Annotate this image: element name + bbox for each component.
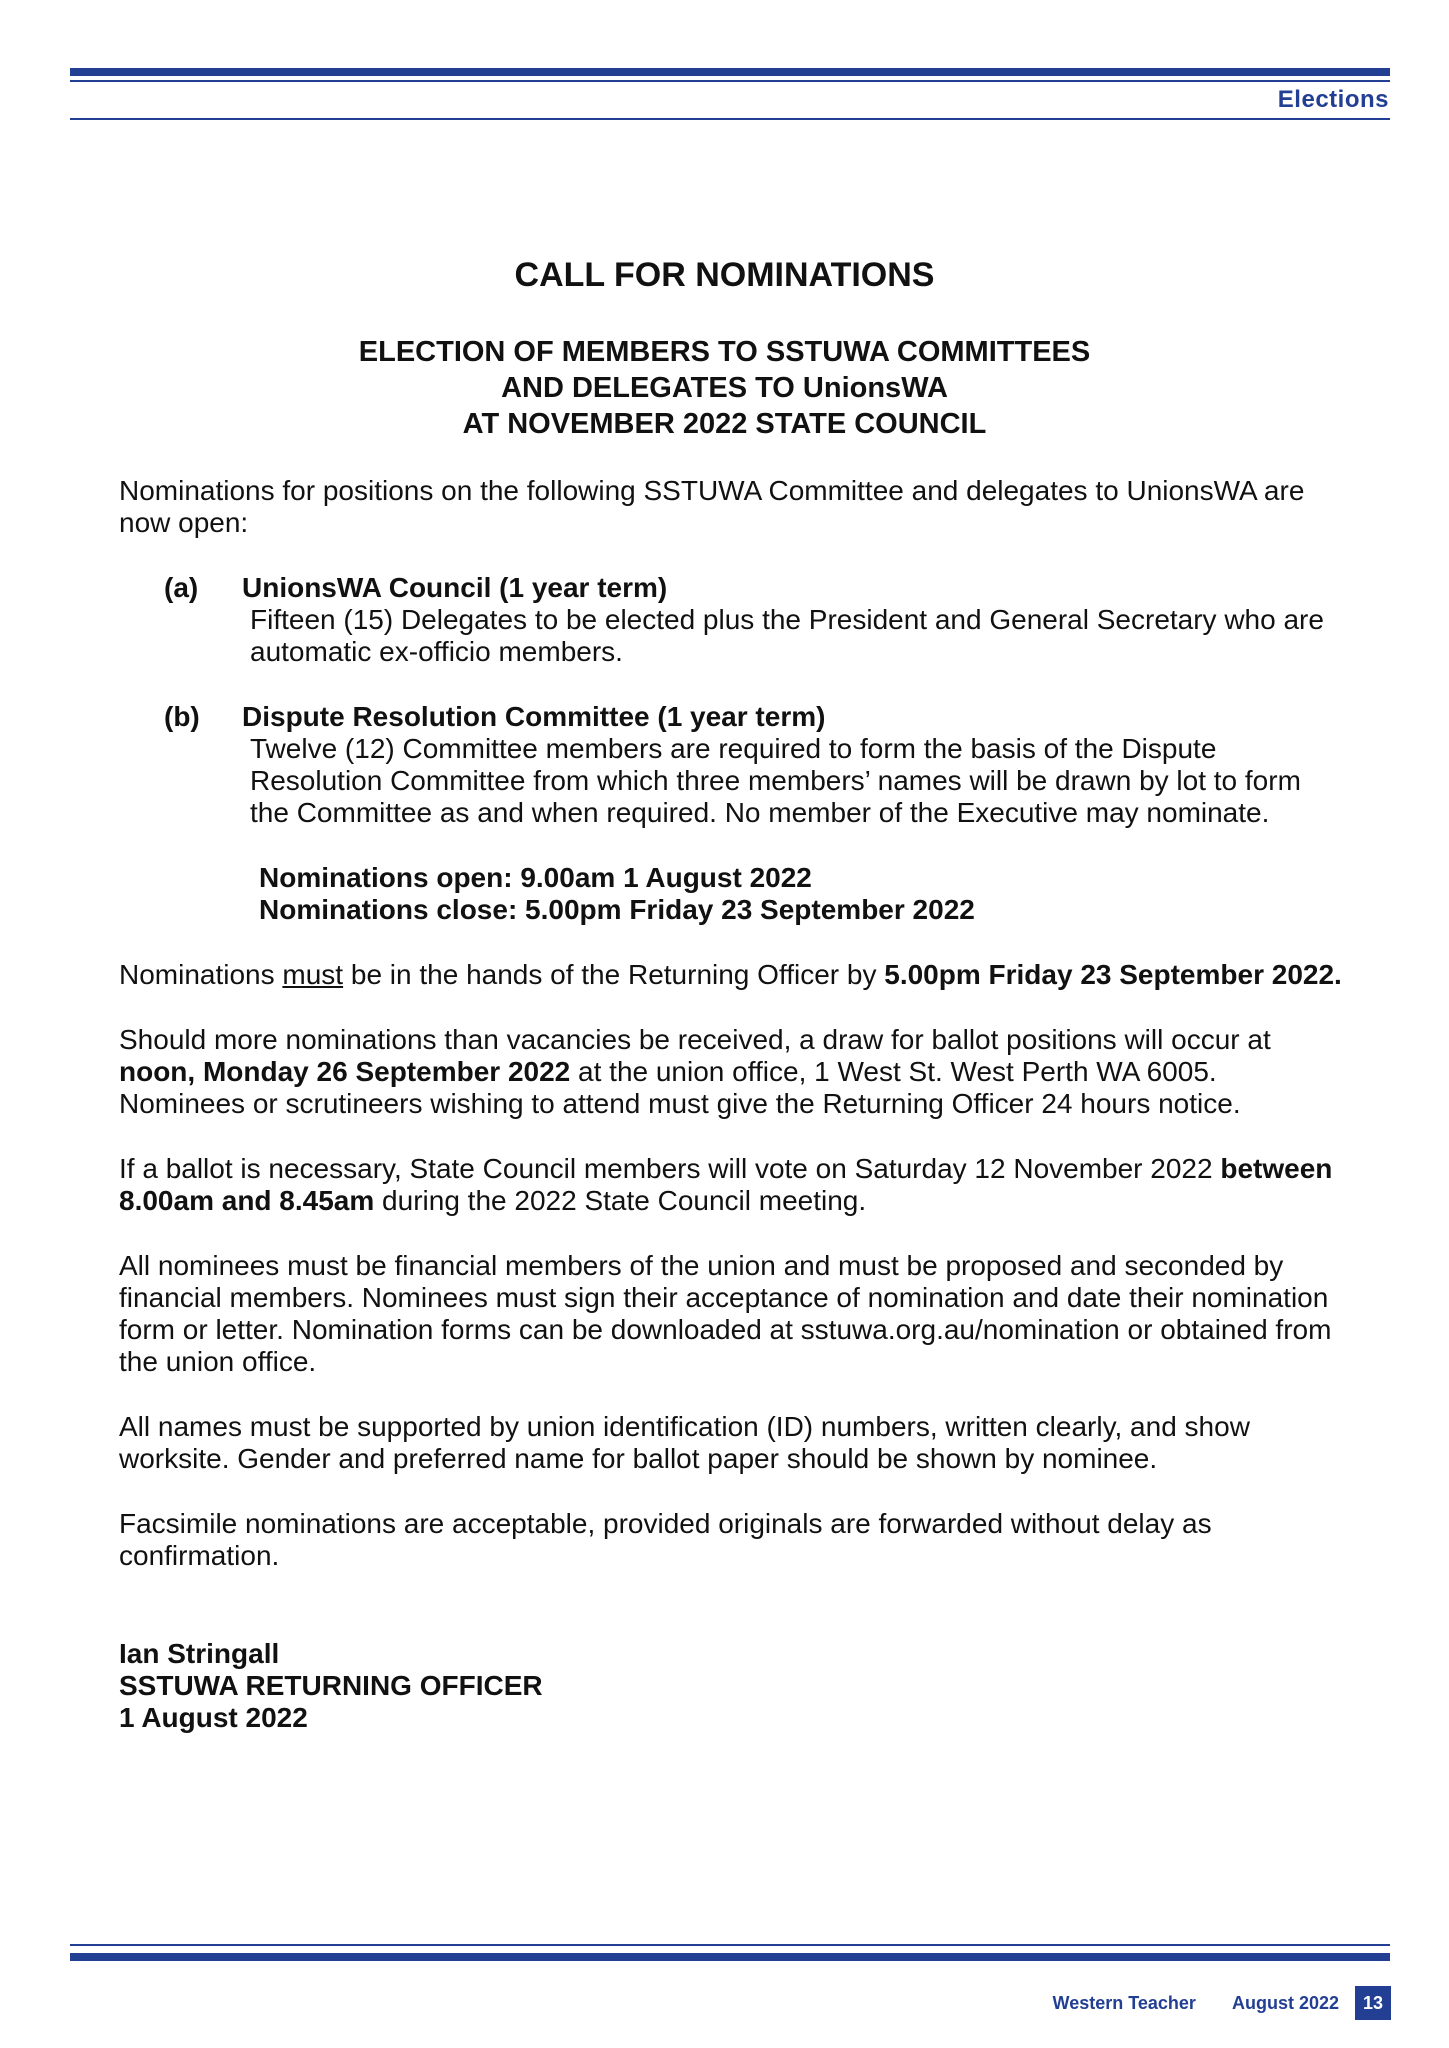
intro-paragraph: Nominations for positions on the following SSTUWA Committee and delegates to UnionsWA are now open: (119, 475, 1305, 538)
signature-date: 1 August 2022 (119, 1702, 308, 1733)
header-rule-bottom (70, 118, 1390, 120)
item-label: (b) (164, 701, 200, 732)
facsimile-paragraph: Facsimile nominations are acceptable, provided originals are forwarded without delay as confirmation. (119, 1508, 1212, 1571)
item-text: Twelve (12) Committee members are required to form the basis of the Dispute Resolution Committee from which three members’ names will be drawn by lot to form the Committee as and when required. No member of the Executive may nominate. (250, 733, 1301, 828)
nominations-open: Nominations open: 9.00am 1 August 2022 (259, 862, 812, 893)
section-label: Elections (1277, 86, 1389, 113)
page-footer (1053, 1986, 1391, 2020)
item-heading: UnionsWA Council (1 year term) (242, 572, 668, 603)
financial-paragraph: All nominees must be financial members of the union and must be proposed and seconded by financial members. Nominees must sign their acceptance of nomination and date their nomination form or letter. Nomination forms can be downloaded at sstuwa.org.au/nomination or obtained from the union office. (119, 1250, 1332, 1377)
deadline-paragraph (119, 959, 1344, 991)
deadline-must: must (282, 959, 344, 990)
publication-name: Western Teacher (1052, 1992, 1196, 2013)
document-body (119, 475, 1344, 1734)
issue-date: August 2022 (1231, 1992, 1339, 2013)
page-number: 13 (1355, 1986, 1391, 2020)
draw-date: noon, Monday 26 September 2022 (119, 1056, 571, 1087)
item-label: (a) (164, 572, 199, 603)
header-rule-thick (70, 68, 1390, 76)
ballot-pre: If a ballot is necessary, State Council members will vote on Saturday 12 November 2022 (119, 1153, 1221, 1184)
nomination-dates (119, 862, 1344, 926)
subtitle-line: AT NOVEMBER 2022 STATE COUNCIL (462, 408, 987, 440)
identification-paragraph: All names must be supported by union identification (ID) numbers, written clearly, and show worksite. Gender and preferred name for ballot paper should be shown by nominee. (119, 1411, 1250, 1474)
deadline-date: 5.00pm Friday 23 September 2022. (884, 959, 1342, 990)
item-heading: Dispute Resolution Committee (1 year term) (242, 701, 826, 732)
ballot-post: during the 2022 State Council meeting. (374, 1185, 867, 1216)
item-text: Fifteen (15) Delegates to be elected plus the President and General Secretary who are automatic ex-officio members. (250, 604, 1324, 667)
document-title: CALL FOR NOMINATIONS (514, 256, 935, 294)
draw-pre: Should more nominations than vacancies be received, a draw for ballot positions will occur at (119, 1024, 1271, 1055)
subtitle-line: ELECTION OF MEMBERS TO SSTUWA COMMITTEES (358, 336, 1091, 368)
item-content (242, 701, 1344, 829)
signatory-role: SSTUWA RETURNING OFFICER (119, 1670, 543, 1701)
signatory-name: Ian Stringall (119, 1638, 280, 1669)
ballot-paragraph (119, 1153, 1344, 1217)
nominations-close: Nominations close: 5.00pm Friday 23 September 2022 (259, 894, 975, 925)
document-subtitle (0, 334, 1449, 442)
item-content (242, 572, 1344, 668)
nomination-item-b (119, 701, 1344, 829)
signature-block (119, 1638, 1344, 1734)
footer-rule-thin (70, 1944, 1390, 1946)
draw-paragraph (119, 1024, 1344, 1120)
deadline-mid: be in the hands of the Returning Officer by (343, 959, 885, 990)
ballot-time: between 8.00am and 8.45am (119, 1153, 1333, 1216)
deadline-pre: Nominations (119, 959, 283, 990)
subtitle-line: AND DELEGATES TO UnionsWA (501, 372, 948, 404)
header-rule-thin (70, 80, 1390, 82)
footer-rule-thick (70, 1953, 1390, 1961)
nomination-item-a (119, 572, 1344, 668)
draw-post: at the union office, 1 West St. West Perth WA 6005. Nominees or scrutineers wishing to attend must give the Returning Officer 24 hours notice. (119, 1056, 1241, 1119)
